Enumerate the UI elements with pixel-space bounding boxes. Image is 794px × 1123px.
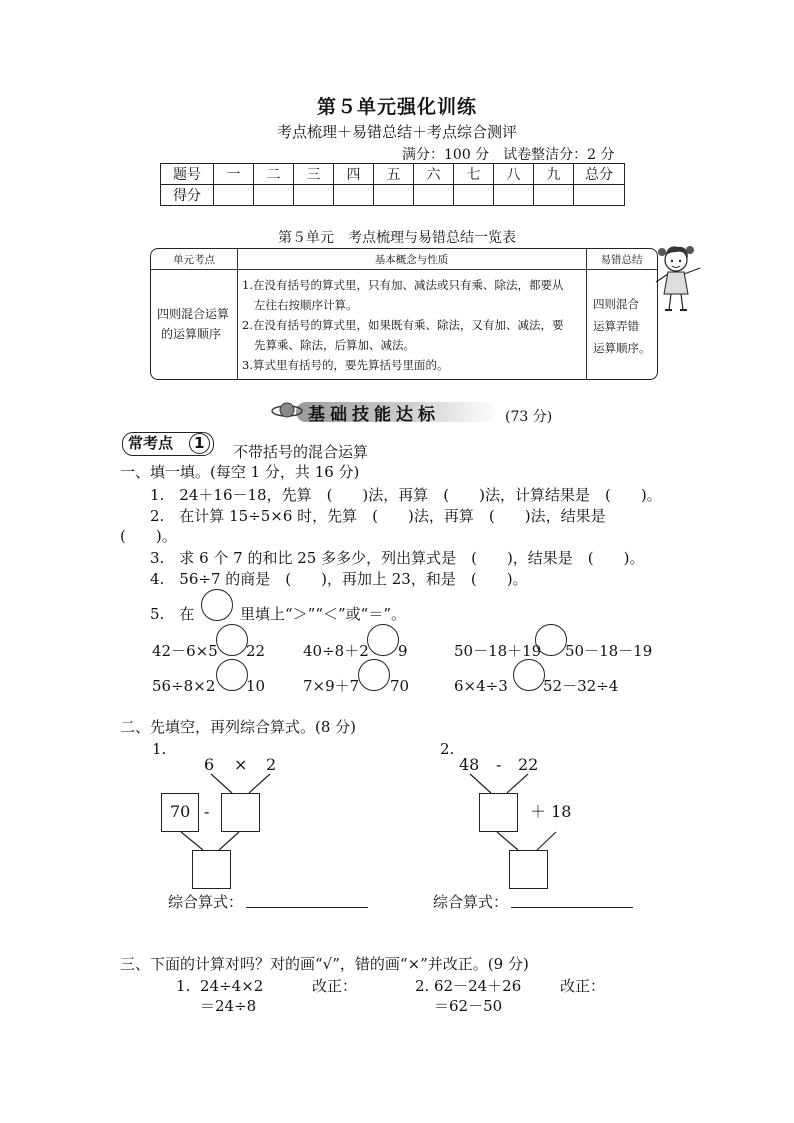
score-table-header-row: [161, 164, 625, 185]
summary-title: 第５单元 考点梳理与易错总结一览表: [278, 230, 516, 246]
compare-circle[interactable]: [535, 624, 567, 656]
compare-circle[interactable]: [216, 624, 248, 656]
summary-error-line: 四则混合: [593, 297, 639, 311]
compare-circle[interactable]: [216, 659, 248, 691]
score-table-cell: 一: [214, 164, 254, 185]
summary-error-line: 运算顺序。: [593, 341, 651, 355]
score-table-cell: 七: [454, 164, 494, 185]
compare-left: 7×9＋7: [303, 677, 360, 695]
diagram2-formula-blank[interactable]: [511, 907, 633, 908]
compare-left: 50－18＋19: [454, 642, 542, 660]
diagram1-operand-a: 6: [204, 755, 215, 774]
score-table-cell: 三: [294, 164, 334, 185]
summary-table: [150, 248, 658, 380]
compare-right: 9: [398, 642, 408, 660]
summary-topic: 四则混合运算: [157, 307, 230, 321]
topic-badge: [122, 432, 214, 456]
problem1-correction-label: 改正：: [312, 977, 358, 995]
question-1: 1. 24＋16－18，先算 ( )法，再算 ( )法，计算结果是 ( )。: [150, 486, 662, 504]
compare-circle[interactable]: [367, 624, 399, 656]
summary-concept-line: 1.在没有括号的算式里，只有加、减法或只有乘、除法，都要从: [242, 278, 564, 292]
compare-left: 42－6×5: [152, 642, 218, 660]
section-banner-title: 基础技能达标: [308, 405, 440, 425]
score-table-cell: 六: [414, 164, 454, 185]
score-blank[interactable]: [494, 185, 534, 206]
problem1-step: ＝24÷8: [200, 997, 257, 1015]
score-table-cell: 八: [494, 164, 534, 185]
diagram2-operator: -: [496, 755, 502, 774]
score-table-label: 得分: [161, 185, 214, 206]
question-3: 3. 求 6 个 7 的和比 25 多多少，列出算式是 ( )，结果是 ( )。: [150, 549, 645, 567]
section-banner: [270, 398, 500, 424]
diagram1-answer-box[interactable]: [221, 793, 260, 832]
score-table-cell: 五: [374, 164, 414, 185]
question-5: 5. 在: [150, 605, 195, 623]
diagram2-addend: ＋ 18: [530, 802, 572, 821]
compare-right: 22: [246, 642, 266, 660]
compare-circle[interactable]: [358, 659, 390, 691]
question-2: 2. 在计算 15÷5×6 时，先算 ( )法，再算 ( )法，结果是: [150, 507, 606, 525]
score-info: 满分：100 分 试卷整洁分：2 分: [402, 147, 615, 163]
divider: [586, 249, 587, 379]
score-table: [160, 163, 625, 206]
problem2-number: 2.: [415, 977, 430, 995]
compare-left: 40÷8＋2: [303, 642, 369, 660]
diagram2-result-box[interactable]: [509, 850, 548, 889]
score-blank[interactable]: [294, 185, 334, 206]
summary-concept-line: 2.在没有括号的算式里，如果既有乘、除法，又有加、减法，要: [242, 318, 564, 332]
compare-left: 6×4÷3: [454, 677, 508, 695]
diagram2-number: 2.: [440, 740, 455, 758]
problem1-expression: 24÷4×2: [200, 977, 264, 995]
summary-concept-line: 先算乘、除法，后算加、减法。: [254, 338, 415, 352]
diagram1-minus: -: [204, 802, 210, 821]
problem2-correction-label: 改正：: [560, 977, 606, 995]
compare-left: 56÷8×2: [152, 677, 216, 695]
diagram1-number: 1.: [152, 740, 167, 758]
planet-icon: [270, 400, 304, 422]
page-subtitle: 考点梳理＋易错总结＋考点综合测评: [276, 123, 517, 141]
example-circle: [201, 589, 233, 621]
summary-error-line: 运算弄错: [593, 319, 639, 333]
diagram2-operand-b: 22: [518, 755, 539, 774]
page-title: 第５单元强化训练: [316, 96, 477, 118]
score-blank[interactable]: [214, 185, 254, 206]
diagram1-given-value: 70: [170, 802, 191, 821]
score-table-cell: 题号: [161, 164, 214, 185]
score-table-cell: 二: [254, 164, 294, 185]
compare-right: 10: [246, 677, 266, 695]
diagram1-formula-label: 综合算式：: [168, 893, 244, 911]
score-table-score-row: [161, 185, 625, 206]
cartoon-girl-icon: [654, 242, 706, 318]
summary-header-errors: 易错总结: [600, 254, 643, 266]
diagram2-answer-box[interactable]: [479, 793, 518, 832]
score-blank[interactable]: [574, 185, 625, 206]
badge-label: 常考点: [128, 434, 174, 452]
diagram1-formula-blank[interactable]: [246, 907, 368, 908]
badge-number: 1: [194, 434, 205, 452]
summary-concept-line: 3.算式里有括号的，要先算括号里面的。: [242, 358, 449, 372]
diagram1-operand-b: 2: [266, 755, 277, 774]
question-2-cont: ( )。: [120, 527, 177, 545]
score-blank[interactable]: [254, 185, 294, 206]
compare-right: 50－18－19: [565, 642, 653, 660]
score-blank[interactable]: [454, 185, 494, 206]
problem2-expression: 62－24＋26: [434, 977, 522, 995]
diagram2-operand-a: 48: [459, 755, 480, 774]
summary-topic: 的运算顺序: [161, 327, 222, 341]
diagram1-result-box[interactable]: [192, 850, 231, 889]
topic-title: 不带括号的混合运算: [233, 443, 369, 461]
compare-right: 52－32÷4: [543, 677, 619, 695]
summary-header-topic: 单元考点: [173, 254, 215, 266]
divider: [237, 249, 238, 379]
diagram1-operator: ×: [234, 755, 248, 774]
part1-heading: 一、填一填。(每空 1 分，共 16 分): [120, 463, 360, 481]
compare-right: 70: [390, 677, 410, 695]
part2-heading: 二、先填空，再列综合算式。(8 分): [120, 718, 357, 736]
score-blank[interactable]: [374, 185, 414, 206]
part3-heading: 三、下面的计算对吗？对的画“√”，错的画“×”并改正。(9 分): [120, 955, 529, 973]
score-table-cell: 九: [534, 164, 574, 185]
score-blank[interactable]: [414, 185, 454, 206]
divider: [151, 269, 657, 270]
question-4: 4. 56÷7 的商是 ( )，再加上 23，和是 ( )。: [150, 570, 528, 588]
compare-circle[interactable]: [513, 659, 545, 691]
score-table-cell: 总分: [574, 164, 625, 185]
summary-concept-line: 左往右按顺序计算。: [254, 298, 358, 312]
problem2-step: ＝62－50: [434, 997, 503, 1015]
score-blank[interactable]: [334, 185, 374, 206]
section-score: (73 分): [505, 409, 553, 425]
problem1-number: 1.: [176, 977, 191, 995]
score-table-cell: 四: [334, 164, 374, 185]
diagram2-formula-label: 综合算式：: [433, 893, 509, 911]
question-5-instruction: 里填上“＞”“＜”或“＝”。: [240, 605, 407, 623]
summary-header-concepts: 基本概念与性质: [374, 254, 449, 266]
score-blank[interactable]: [534, 185, 574, 206]
